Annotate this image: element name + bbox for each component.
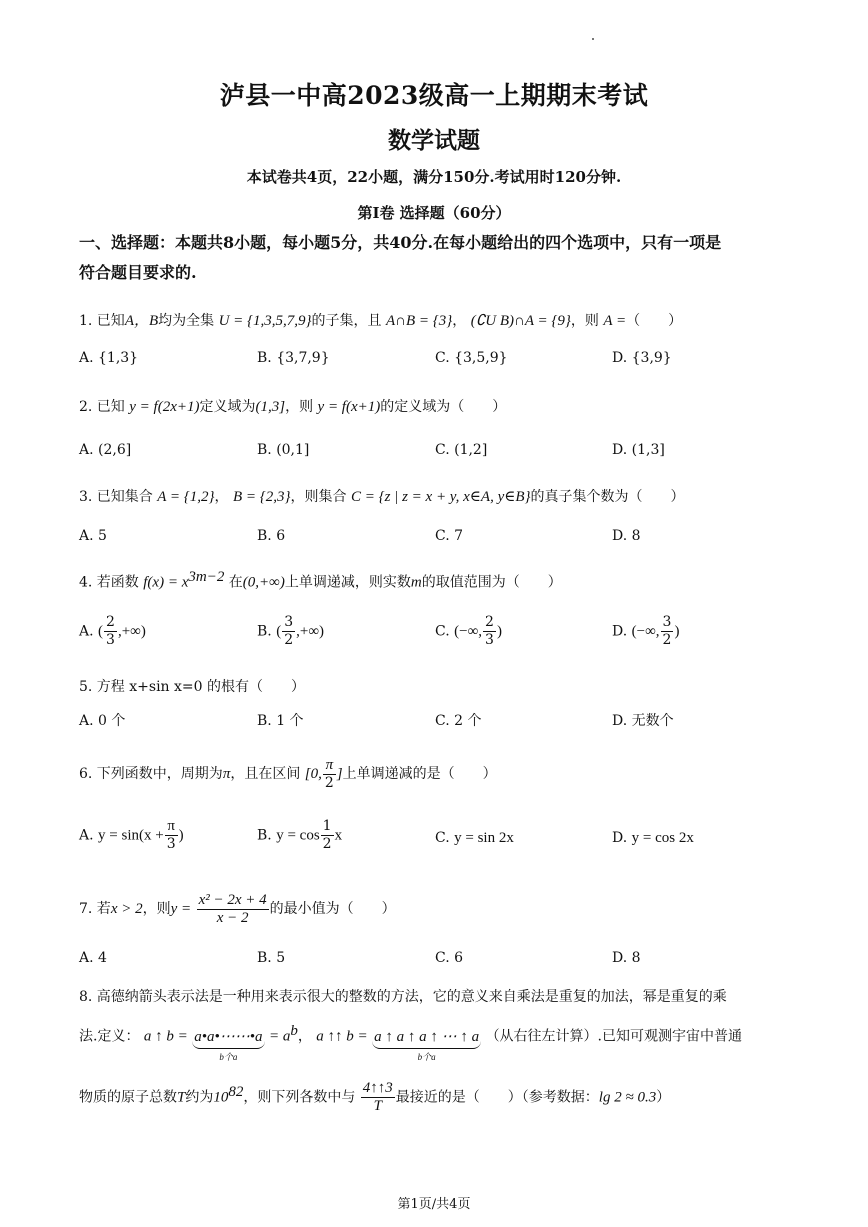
q4-b-den: 2 xyxy=(284,632,294,648)
q8-line3-mid2: ，则下列各数中与 xyxy=(243,1089,356,1106)
q8-line2-suffix: （从右往左计算）.已知可观测宇宙中普通 xyxy=(485,1028,743,1045)
q2-mid: 定义域为 xyxy=(199,399,256,415)
q1-option-b: B. {3,7,9} xyxy=(257,350,330,366)
question-7 xyxy=(79,886,799,932)
q7-option-d: D. 8 xyxy=(612,950,641,966)
q3-suffix: 的真子集个数为（ ） xyxy=(530,489,685,505)
q6-a-label: A. xyxy=(79,827,94,844)
q4-option-b xyxy=(257,614,324,649)
q6-interval-den: 2 xyxy=(324,774,334,791)
question-3 xyxy=(79,486,799,508)
q1-prefix: 1. 已知 xyxy=(79,313,125,329)
q1-ab: A，B xyxy=(124,313,159,329)
q4-d-label: D. xyxy=(612,623,628,640)
q1-condition-1: A∩B = {3} xyxy=(386,313,453,329)
q2-option-a: A. (2,6] xyxy=(79,442,132,458)
q4-a-left: ( xyxy=(98,623,104,640)
q8-power-exp: 82 xyxy=(228,1084,244,1100)
question-4-options xyxy=(79,614,799,658)
q3-prefix: 3. 已知集合 xyxy=(79,489,153,505)
q4-c-num: 2 xyxy=(485,614,494,630)
q4-c-label: C. xyxy=(435,623,450,640)
q1-option-d: D. {3,9} xyxy=(612,350,672,366)
question-6 xyxy=(79,752,799,796)
q7-denominator: x − 2 xyxy=(216,909,249,926)
q1-ask: A = xyxy=(603,313,627,329)
q3-set-c: C = {z | z = x + y, x∈A, y∈B} xyxy=(350,489,531,505)
q8-line3-prefix: 物质的原子总数 xyxy=(79,1089,177,1106)
q1-mid: 均为全集 xyxy=(158,313,215,329)
q7-suffix: 的最小值为（ ） xyxy=(269,901,396,917)
q5-option-b: B. 1 个 xyxy=(257,713,304,729)
q2-domain: (1,3] xyxy=(255,399,286,415)
q6-option-a xyxy=(79,818,184,853)
q6-option-d xyxy=(612,830,694,847)
q6-b-label: B. xyxy=(257,827,272,844)
q3-option-a: A. 5 xyxy=(79,528,107,544)
q6-interval-right: ] xyxy=(336,766,343,782)
q4-suffix-2: 的取值范围为（ ） xyxy=(421,574,562,591)
q2-function-1: y = f(2x+1) xyxy=(129,399,200,415)
q3-option-c: C. 7 xyxy=(435,528,464,544)
q4-mid: 在 xyxy=(228,574,243,591)
q8-def1-body: a•a•⋯⋯•a xyxy=(194,1028,263,1045)
q1-option-c: C. {3,5,9} xyxy=(435,350,508,366)
q6-b-pre: y = cos xyxy=(276,827,320,844)
q8-def2-sub: b个a xyxy=(417,1051,436,1062)
q8-T: T xyxy=(177,1089,186,1106)
question-8-line-1: 8. 高德纳箭头表示法是一种用来表示很大的整数的方法，它的意义来自乘法是重复的加法，幂是重复的乘 xyxy=(79,989,727,1005)
q6-d-expr: y = cos 2x xyxy=(631,830,694,846)
q2-option-c: C. (1,2] xyxy=(435,442,488,458)
q3-mid: ，则集合 xyxy=(290,489,347,505)
page-footer: 第1页/共4页 xyxy=(397,1197,471,1212)
q2-suffix: 的定义域为（ ） xyxy=(380,399,507,415)
q4-b-fraction xyxy=(282,614,295,649)
q7-option-b: B. 5 xyxy=(257,950,286,966)
q4-d-den: 2 xyxy=(662,632,672,648)
question-4 xyxy=(79,566,799,594)
q8-def1-exp: b xyxy=(290,1023,298,1039)
q8-def1-brace xyxy=(192,1026,264,1062)
q6-interval-left: [0, xyxy=(304,766,322,782)
q6-d-label: D. xyxy=(612,830,628,846)
q4-interval: (0,+∞) xyxy=(242,574,285,591)
q4-a-den: 3 xyxy=(106,632,115,648)
q6-a-fraction xyxy=(165,818,178,853)
q1-universal-set: U = {1,3,5,7,9} xyxy=(218,313,312,329)
q5-option-a: A. 0 个 xyxy=(79,713,126,729)
q4-c-right: ) xyxy=(496,623,502,640)
q2-function-2: y = f(x+1) xyxy=(317,399,381,415)
q4-c-den: 3 xyxy=(485,632,494,648)
q6-option-b xyxy=(257,818,342,853)
q6-prefix: 6. 下列函数中，周期为 xyxy=(79,766,223,782)
q4-a-right: ,+∞) xyxy=(117,623,146,640)
q2-option-b: B. (0,1] xyxy=(257,442,310,458)
q4-a-num: 2 xyxy=(106,614,115,630)
q2-option-d: D. (1,3] xyxy=(612,442,665,458)
question-7-options xyxy=(79,950,799,976)
q6-a-pre: y = sin(x + xyxy=(98,827,164,844)
q8-def1-left: a ↑ b = xyxy=(143,1028,188,1045)
scan-speck xyxy=(592,38,594,40)
q4-a-label: A. xyxy=(79,623,94,640)
subject-title: 数学试题 xyxy=(388,127,480,154)
question-8-line-2 xyxy=(79,1020,799,1062)
q4-option-d xyxy=(612,614,679,649)
q1-mid3: ，则 xyxy=(570,313,599,329)
q7-y: y = xyxy=(170,901,192,917)
question-2-options xyxy=(79,442,799,468)
q4-option-a xyxy=(79,614,146,649)
q8-reference: lg 2 ≈ 0.3 xyxy=(598,1089,657,1106)
q4-option-c xyxy=(435,614,502,649)
q4-d-right: ) xyxy=(674,623,680,640)
q4-suffix: 上单调递减，则实数 xyxy=(284,574,411,591)
q4-c-left: (−∞, xyxy=(454,623,483,640)
q1-option-a: A. {1,3} xyxy=(79,350,139,366)
question-8-line-3 xyxy=(79,1070,799,1114)
q4-c-fraction xyxy=(483,614,496,649)
question-6-options xyxy=(79,818,799,862)
section-heading-line1: 一、选择题：本题共8小题，每小题5分，共40分.在每小题给出的四个选项中，只有一项是 xyxy=(79,233,722,252)
q6-c-expr: y = sin 2x xyxy=(454,830,514,846)
q7-mid: ，则 xyxy=(142,901,171,917)
q3-option-d: D. 8 xyxy=(612,528,641,544)
q6-option-c xyxy=(435,830,514,847)
q6-a-den: 3 xyxy=(166,836,176,852)
question-3-options xyxy=(79,528,799,554)
q4-variable-m: m xyxy=(410,574,422,591)
question-1 xyxy=(79,310,799,332)
q4-b-left: ( xyxy=(276,623,282,640)
exam-title: 泸县一中高2023级高一上期期末考试 xyxy=(219,81,649,110)
q6-mid: ，且在区间 xyxy=(230,766,301,782)
q8-def2-brace xyxy=(372,1026,481,1062)
q6-interval-fraction xyxy=(323,757,336,792)
question-2 xyxy=(79,396,799,418)
q4-function: f(x) = x xyxy=(143,574,189,591)
q3-comma: ， xyxy=(214,489,229,505)
q1-condition-2: (∁U B)∩A = {9} xyxy=(470,313,571,329)
q7-fraction xyxy=(197,892,269,927)
q6-a-post: ) xyxy=(178,827,184,844)
q7-option-a: A. 4 xyxy=(79,950,107,966)
volume-heading: 第I卷 选择题（60分） xyxy=(357,204,511,222)
q7-option-c: C. 6 xyxy=(435,950,464,966)
q3-option-b: B. 6 xyxy=(257,528,286,544)
q4-a-fraction xyxy=(104,614,117,649)
q5-option-d: D. 无数个 xyxy=(612,713,674,729)
q6-b-post: x xyxy=(334,827,343,844)
q5-option-c: C. 2 个 xyxy=(435,713,482,729)
q3-set-a: A = {1,2} xyxy=(157,489,215,505)
exam-note: 本试卷共4页，22小题，满分150分.考试用时120分钟. xyxy=(246,168,622,186)
q6-c-label: C. xyxy=(435,830,450,846)
q6-b-fraction xyxy=(321,818,334,853)
q7-condition: x > 2 xyxy=(110,901,143,917)
q3-set-b: B = {2,3} xyxy=(232,489,291,505)
q8-definition-label: 法.定义： xyxy=(79,1028,140,1045)
q2-prefix: 2. 已知 xyxy=(79,399,125,415)
q6-b-num: 1 xyxy=(322,818,332,834)
q6-a-num: π xyxy=(165,818,178,836)
q4-d-fraction xyxy=(661,614,674,649)
q6-suffix: 上单调递减的是（ ） xyxy=(342,766,497,782)
q8-comma: ， xyxy=(297,1028,312,1045)
q8-def2-body: a ↑ a ↑ a ↑ ⋯ ↑ a xyxy=(374,1028,480,1045)
question-5-options xyxy=(79,710,799,736)
q8-def1-right: = a xyxy=(268,1028,291,1045)
q4-d-left: (−∞, xyxy=(631,623,660,640)
q4-b-label: B. xyxy=(257,623,272,640)
q2-mid2: ，则 xyxy=(285,399,314,415)
q6-pi: π xyxy=(222,766,231,782)
q4-exponent: 3m−2 xyxy=(188,569,225,585)
q4-b-num: 3 xyxy=(284,614,294,630)
q8-line3-mid: 约为 xyxy=(185,1089,214,1106)
question-1-options xyxy=(79,350,799,376)
q6-b-den: 2 xyxy=(322,836,332,852)
q8-fraction-num: 4↑↑3 xyxy=(362,1080,393,1097)
q8-line3-suffix: 最接近的是（ ）（参考数据： xyxy=(395,1089,599,1106)
q8-fraction xyxy=(361,1080,395,1115)
q8-def1-sub: b个a xyxy=(219,1051,238,1062)
q7-prefix: 7. 若 xyxy=(79,901,111,917)
q4-d-num: 3 xyxy=(662,614,672,630)
q1-suffix: （ ） xyxy=(626,313,683,329)
q1-comma: ， xyxy=(452,313,467,329)
q6-interval-num: π xyxy=(323,757,336,775)
question-5: 5. 方程 x+sin x=0 的根有（ ） xyxy=(79,679,305,695)
q4-b-right: ,+∞) xyxy=(296,623,325,640)
q8-def2-left: a ↑↑ b = xyxy=(316,1028,368,1045)
section-heading-line2: 符合题目要求的. xyxy=(79,263,197,282)
q8-close: ） xyxy=(656,1089,671,1106)
q1-mid2: 的子集，且 xyxy=(311,313,382,329)
q4-prefix: 4. 若函数 xyxy=(79,574,139,591)
q7-numerator: x² − 2x + 4 xyxy=(198,891,267,908)
q8-power-base: 10 xyxy=(213,1089,229,1106)
q8-fraction-den: T xyxy=(373,1098,382,1115)
